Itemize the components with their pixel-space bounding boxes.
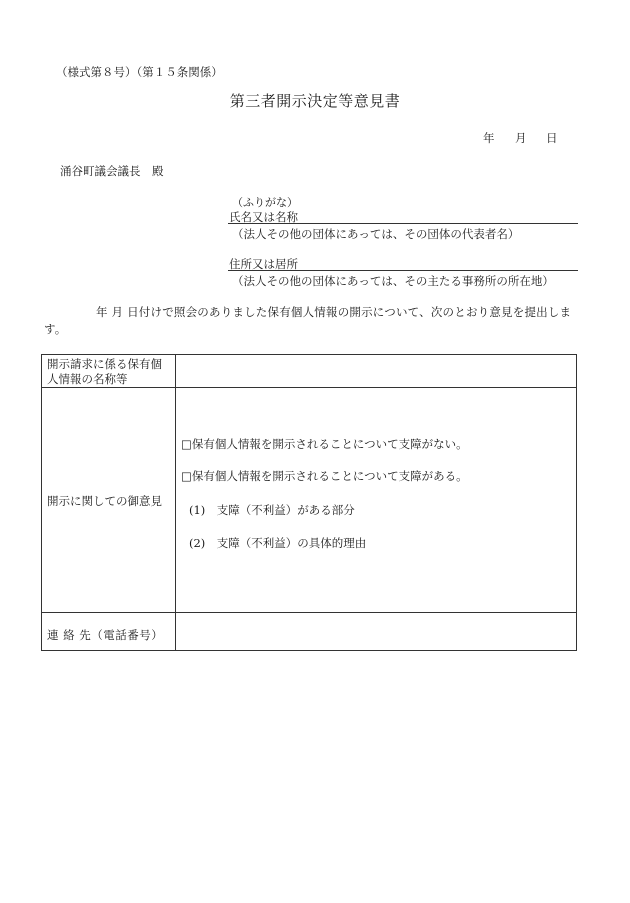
date-day: 日 xyxy=(546,131,558,145)
name-field-line[interactable] xyxy=(228,223,578,224)
form-number: （様式第８号）（第１５条関係） xyxy=(56,65,223,79)
document-title: 第三者開示決定等意見書 xyxy=(229,92,401,110)
table-column-divider xyxy=(175,355,176,650)
row-label-opinion: 開示に関しての御意見 xyxy=(47,494,162,508)
row-label-contact: 連 絡 先（電話番号） xyxy=(47,628,164,642)
sub-item-reason: (2) 支障（不利益）の具体的理由 xyxy=(189,536,367,550)
option-no-objection-label: 保有個人情報を開示されることについて支障がない。 xyxy=(191,437,468,451)
date-year: 年 xyxy=(483,131,495,145)
name-note: （法人その他の団体にあっては、その団体の代表者名） xyxy=(232,227,520,241)
date-month: 月 xyxy=(515,131,527,145)
address-label: 住所又は居所 xyxy=(229,257,298,271)
opinion-table xyxy=(41,354,577,651)
sub-item-affected-part: (1) 支障（不利益）がある部分 xyxy=(189,503,355,517)
row-label-info-name: 開示請求に係る保有個人情報の名称等 xyxy=(47,357,162,386)
body-text: 年 月 日付けで照会のありました保有個人情報の開示について、次のとおり意見を提出します。 xyxy=(44,305,572,336)
option-objection-label: 保有個人情報を開示されることについて支障がある。 xyxy=(191,469,468,483)
table-row-divider xyxy=(42,612,576,613)
checkbox-icon[interactable]: □ xyxy=(181,469,192,483)
address-field-line[interactable] xyxy=(228,270,578,271)
option-objection[interactable] xyxy=(181,468,468,484)
option-no-objection[interactable] xyxy=(181,436,468,452)
table-row-divider xyxy=(42,387,576,388)
furigana-label: （ふりがな） xyxy=(232,196,298,209)
name-label: 氏名又は名称 xyxy=(229,210,298,224)
addressee: 涌谷町議会議長 殿 xyxy=(60,164,164,178)
address-note: （法人その他の団体にあっては、その主たる事務所の所在地） xyxy=(232,274,554,288)
checkbox-icon[interactable]: □ xyxy=(181,437,192,451)
